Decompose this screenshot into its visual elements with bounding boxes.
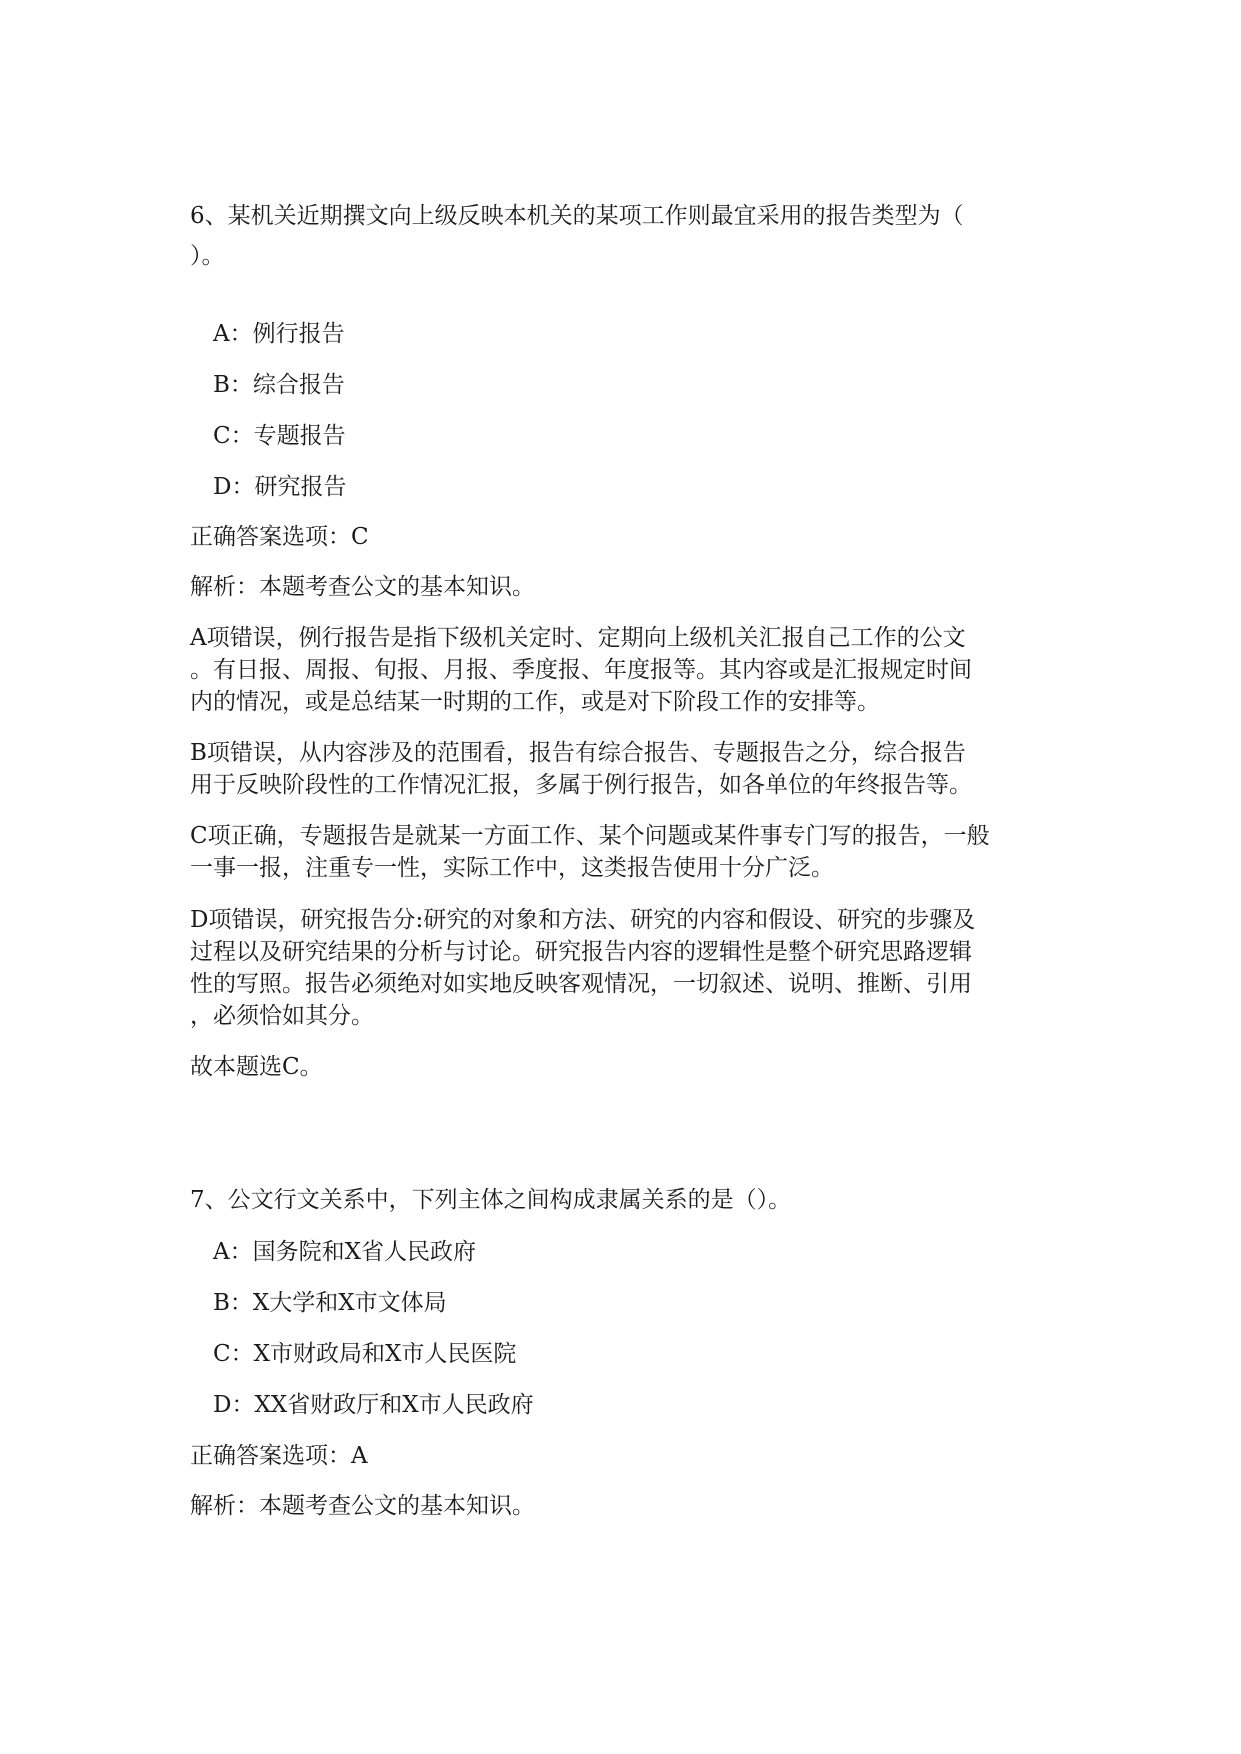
question-7-analysis-intro: 解析：本题考查公文的基本知识。 xyxy=(190,1493,535,1519)
explanation-d-line-4: ，必须恰如其分。 xyxy=(190,1003,374,1029)
explanation-a-line-1: A项错误，例行报告是指下级机关定时、定期向上级机关汇报自己工作的公文 xyxy=(190,625,966,651)
explanation-b-line-1: B项错误，从内容涉及的范围看，报告有综合报告、专题报告之分，综合报告 xyxy=(190,740,966,766)
question-7-option-c: C：X市财政局和X市人民医院 xyxy=(213,1341,517,1367)
question-6-conclusion: 故本题选C。 xyxy=(190,1054,323,1080)
explanation-a-line-2: 。有日报、周报、旬报、月报、季度报、年度报等。其内容或是汇报规定时间 xyxy=(190,657,972,683)
explanation-d-line-3: 性的写照。报告必须绝对如实地反映客观情况，一切叙述、说明、推断、引用 xyxy=(190,971,972,997)
question-6-option-a: A：例行报告 xyxy=(213,321,345,347)
question-6-option-b: B：综合报告 xyxy=(213,372,345,398)
explanation-c-line-1: C项正确，专题报告是就某一方面工作、某个问题或某件事专门写的报告，一般 xyxy=(190,823,990,849)
question-6-option-d: D：研究报告 xyxy=(213,474,347,500)
question-7-answer: 正确答案选项：A xyxy=(190,1443,368,1469)
explanation-d-line-2: 过程以及研究结果的分析与讨论。研究报告内容的逻辑性是整个研究思路逻辑 xyxy=(190,939,972,965)
question-6-option-c: C：专题报告 xyxy=(213,423,346,449)
explanation-a-line-3: 内的情况，或是总结某一时期的工作，或是对下阶段工作的安排等。 xyxy=(190,689,880,715)
explanation-d-line-1: D项错误，研究报告分:研究的对象和方法、研究的内容和假设、研究的步骤及 xyxy=(190,907,976,933)
question-6-analysis-intro: 解析：本题考查公文的基本知识。 xyxy=(190,574,535,600)
question-7-option-d: D：XX省财政厅和X市人民政府 xyxy=(213,1392,534,1418)
question-7-option-b: B：X大学和X市文体局 xyxy=(213,1290,447,1316)
question-6-answer: 正确答案选项：C xyxy=(190,524,369,550)
question-7-stem: 7、公文行文关系中，下列主体之间构成隶属关系的是（）。 xyxy=(190,1187,792,1213)
question-6-stem-line-1: 6、某机关近期撰文向上级反映本机关的某项工作则最宜采用的报告类型为（ xyxy=(190,203,964,229)
explanation-b-line-2: 用于反映阶段性的工作情况汇报，多属于例行报告，如各单位的年终报告等。 xyxy=(190,772,972,798)
question-6-stem-line-2: ）。 xyxy=(190,243,225,269)
question-7-option-a: A：国务院和X省人民政府 xyxy=(213,1239,476,1265)
explanation-c-line-2: 一事一报，注重专一性，实际工作中，这类报告使用十分广泛。 xyxy=(190,855,834,881)
